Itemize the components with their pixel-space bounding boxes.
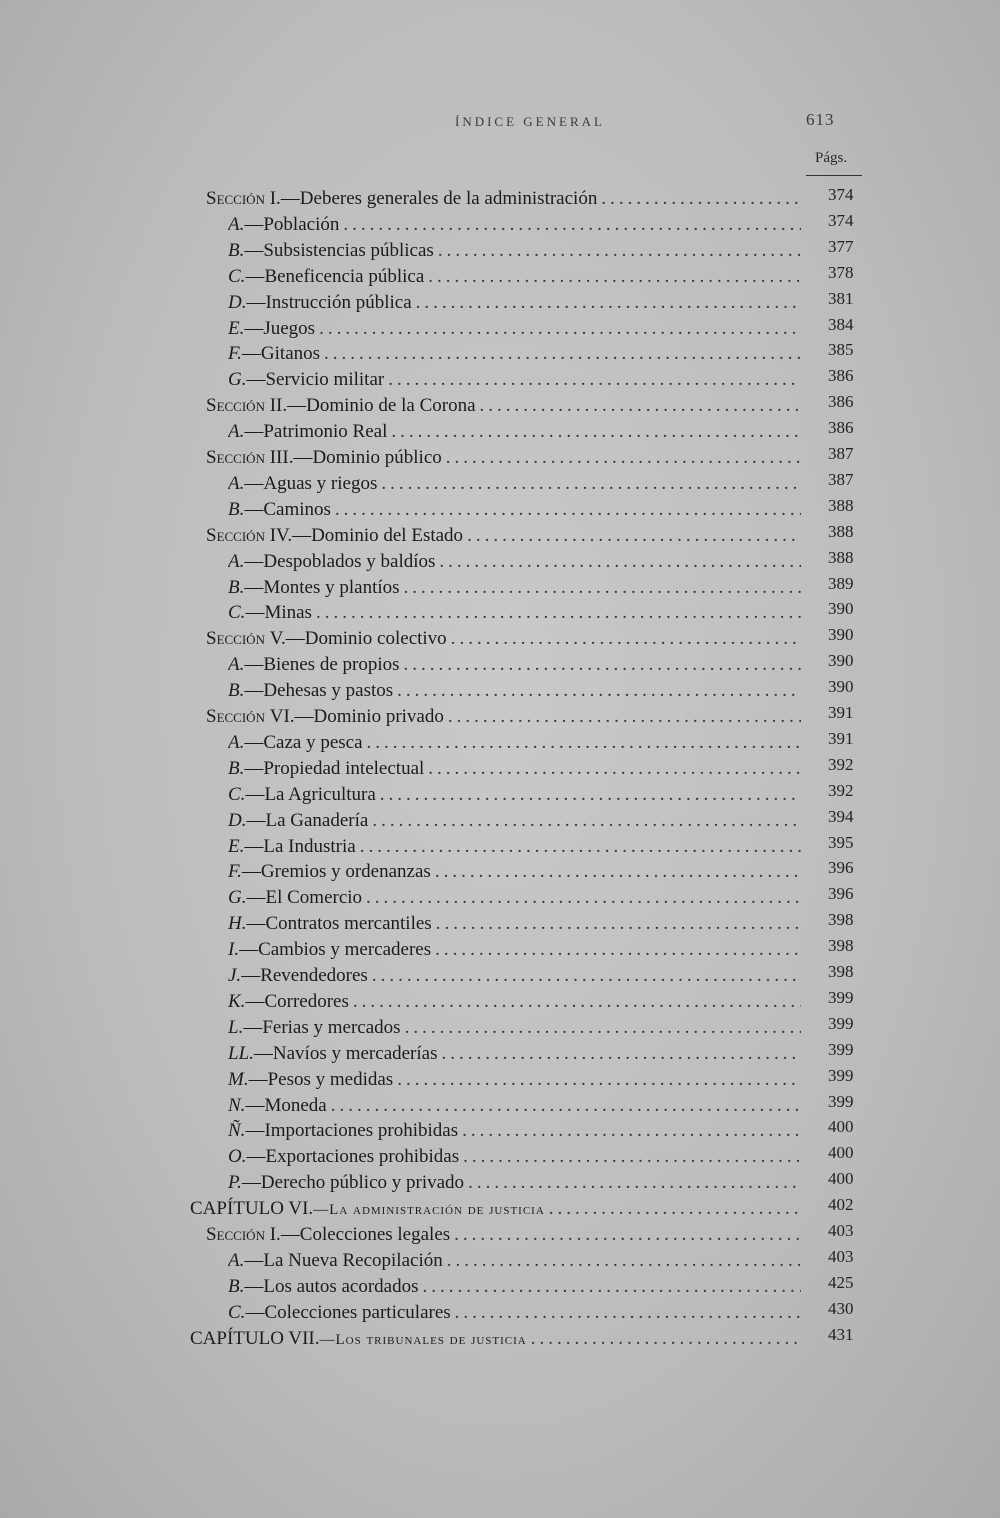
toc-entry <box>228 317 805 343</box>
toc-entry <box>228 239 805 265</box>
toc-entry-title: —Corredores <box>245 990 349 1012</box>
toc-entry-prefix: Sección <box>206 188 270 209</box>
toc-entry-title: —El Comercio <box>246 887 363 909</box>
toc-entry <box>206 394 805 420</box>
toc-entry-prefix: H. <box>228 913 247 935</box>
toc-entry-page: 390 <box>828 625 854 645</box>
toc-entry-label <box>228 679 393 703</box>
dot-leader <box>319 317 801 341</box>
toc-entry-label <box>228 1119 458 1143</box>
toc-entry-title: —Caminos <box>244 498 331 520</box>
toc-entry-page: 378 <box>828 262 854 282</box>
toc-entry-prefix: CAPÍTULO VII. <box>190 1327 320 1349</box>
toc-entry <box>228 679 805 705</box>
dot-leader <box>331 1094 801 1118</box>
toc-entry-title: —Moneda <box>245 1094 327 1116</box>
dot-leader <box>372 964 801 988</box>
toc-entry-title: II.—Dominio de la Corona <box>269 395 476 417</box>
toc-entry-label <box>228 757 424 781</box>
toc-entry-page: 430 <box>828 1298 854 1318</box>
toc-entry-label <box>228 964 368 988</box>
toc-entry-title: —La Agricultura <box>245 783 376 805</box>
toc-entry-prefix: C. <box>228 1301 246 1323</box>
toc-entry-page: 399 <box>828 1039 854 1059</box>
toc-entry-label <box>206 394 476 418</box>
toc-entry <box>228 213 805 239</box>
toc-entry-prefix: Sección <box>206 524 270 546</box>
toc-entry-page: 384 <box>828 314 854 334</box>
toc-entry-page: 389 <box>828 573 854 593</box>
toc-entry <box>228 291 805 317</box>
dot-leader <box>436 912 801 936</box>
toc-entry-label <box>206 446 442 470</box>
dot-leader <box>428 265 801 289</box>
toc-entry-page: 390 <box>828 651 854 671</box>
toc-entry-label <box>228 1094 327 1118</box>
toc-entry <box>228 1042 805 1068</box>
page-number: 613 <box>806 110 835 129</box>
toc-entry-prefix: M. <box>228 1068 249 1090</box>
running-title: ÍNDICE GENERAL <box>455 114 605 129</box>
toc-entry <box>228 498 805 524</box>
toc-entry-title: I.—Deberes generales de la administración <box>269 188 598 209</box>
toc-entry-title: —Despoblados y baldíos <box>244 550 436 572</box>
dot-leader <box>463 1145 801 1169</box>
toc-entry-label <box>228 1249 443 1273</box>
toc-entry-prefix: Sección <box>206 395 270 417</box>
toc-entry-label <box>228 342 320 366</box>
toc-entry-label <box>228 1301 451 1325</box>
toc-entry-label <box>228 472 377 496</box>
toc-entry-label <box>228 835 356 859</box>
toc-entry-prefix: A. <box>228 472 245 494</box>
toc-entry <box>206 524 805 550</box>
dot-leader <box>423 1275 802 1299</box>
toc-entry-page: 399 <box>828 1091 854 1111</box>
toc-entry-prefix: C. <box>228 783 246 805</box>
dot-leader <box>397 1068 801 1092</box>
toc-entry <box>228 576 805 602</box>
toc-entry-title: —Propiedad intelectual <box>244 757 425 779</box>
toc-entry-prefix: D. <box>228 809 247 831</box>
toc-entry-label <box>228 1042 438 1066</box>
toc-entry-prefix: F. <box>228 343 242 365</box>
toc-entry-page: 390 <box>828 677 854 697</box>
toc-entry-page: 400 <box>828 1143 854 1163</box>
toc-entry-label <box>206 1223 450 1247</box>
toc-entry <box>228 835 805 861</box>
toc-entry <box>228 472 805 498</box>
toc-entry-title: —Navíos y mercaderías <box>253 1042 438 1064</box>
toc-entry-title: —Contratos mercantiles <box>246 913 432 935</box>
toc-entry-prefix: Sección <box>206 447 270 468</box>
toc-entry <box>228 1275 805 1301</box>
toc-entry-title: —Servicio militar <box>246 369 385 391</box>
toc-entry-page: 374 <box>828 185 854 204</box>
toc-entry <box>228 653 805 679</box>
toc-entry-label <box>228 1068 393 1092</box>
toc-entry-prefix: B. <box>228 680 245 702</box>
toc-entry-title: —La administración de justicia <box>313 1202 545 1219</box>
dot-leader <box>380 783 801 807</box>
dot-leader <box>343 213 801 237</box>
toc-entry-label <box>190 1327 527 1352</box>
toc-entry <box>228 809 805 835</box>
toc-entry-page: 431 <box>828 1324 854 1344</box>
dot-leader <box>397 679 801 703</box>
toc-entry <box>228 342 805 368</box>
toc-entry-label <box>228 938 431 962</box>
toc-entry-label <box>228 213 339 237</box>
dot-leader <box>531 1327 801 1351</box>
dot-leader <box>335 498 801 522</box>
dot-leader <box>601 187 801 211</box>
toc-entry-page: 400 <box>828 1169 854 1189</box>
toc-entry <box>228 265 805 291</box>
toc-entry-label <box>228 239 434 263</box>
toc-entry-prefix: CAPÍTULO VI. <box>190 1198 314 1220</box>
toc-entry <box>228 757 805 783</box>
toc-entry <box>228 368 805 394</box>
toc-entry-title: —La Ganadería <box>246 809 369 831</box>
toc-entry-label <box>228 1171 464 1195</box>
toc-entry <box>228 1301 805 1327</box>
dot-leader <box>416 291 801 315</box>
toc-entry-title: VI.—Dominio privado <box>269 706 444 727</box>
toc-entry-title: V.—Dominio colectivo <box>269 628 447 650</box>
toc-entry <box>206 1223 805 1249</box>
dot-leader <box>549 1197 801 1221</box>
toc-entry-prefix: A. <box>228 421 245 443</box>
toc-entry-prefix: A. <box>228 213 245 235</box>
toc-entry-prefix: C. <box>228 602 246 624</box>
toc-entry-title: —Beneficencia pública <box>245 265 425 287</box>
toc-entry-page: 386 <box>828 392 854 412</box>
toc-entry-page: 386 <box>828 418 854 438</box>
toc-entry-title: —Cambios y mercaderes <box>239 939 432 961</box>
toc-entry <box>228 1171 805 1197</box>
toc-entry-prefix: E. <box>228 317 245 339</box>
dot-leader <box>353 990 801 1014</box>
toc-entry-page: 392 <box>828 780 854 800</box>
toc-entry <box>228 783 805 809</box>
toc-entry-label <box>228 601 312 625</box>
toc-entry-prefix: I. <box>228 939 240 961</box>
dot-leader <box>404 576 801 600</box>
dot-leader <box>467 524 801 548</box>
toc-entry-prefix: F. <box>228 861 242 883</box>
toc-entry-prefix: G. <box>228 369 247 391</box>
toc-entry-page: 398 <box>828 910 854 930</box>
dot-leader <box>468 1171 801 1195</box>
toc-entry <box>228 938 805 964</box>
toc-entry-page: 391 <box>828 728 854 748</box>
dot-leader <box>435 860 801 884</box>
toc-entry <box>228 550 805 576</box>
toc-entry-title: I.—Colecciones legales <box>269 1224 451 1245</box>
toc-entry-title: —Derecho público y privado <box>241 1172 465 1194</box>
toc-entry-title: —Revendedores <box>241 965 368 986</box>
toc-entry-label <box>228 368 384 392</box>
toc-entry-prefix: L. <box>228 1016 244 1038</box>
toc-entry-page: 392 <box>828 754 854 774</box>
dot-leader <box>480 394 801 418</box>
toc-entry-title: —Los autos acordados <box>244 1275 419 1297</box>
toc-entry <box>228 1119 805 1145</box>
toc-entry-label <box>228 783 376 807</box>
toc-entry-label <box>228 1275 419 1299</box>
toc-entry <box>190 1197 805 1223</box>
toc-entry-prefix: J. <box>228 965 242 986</box>
dot-leader <box>451 627 801 651</box>
toc-entry <box>206 627 805 653</box>
dot-leader <box>435 938 801 962</box>
toc-entry-title: —Pesos y medidas <box>248 1068 394 1090</box>
toc-entry-title: —Caza y pesca <box>244 731 363 753</box>
dot-leader <box>388 368 801 392</box>
toc-entry-title: —Los tribunales de justicia <box>319 1331 527 1348</box>
toc-entry-prefix: C. <box>228 265 246 287</box>
toc-entry <box>228 964 805 990</box>
toc-entry-label <box>206 524 463 548</box>
dot-leader <box>447 1249 801 1273</box>
dot-leader <box>360 835 801 859</box>
toc-entry-prefix: D. <box>228 291 247 313</box>
toc-entry <box>206 705 805 731</box>
toc-entry-prefix: Sección <box>206 1224 270 1245</box>
toc-entry-page: 387 <box>828 469 854 489</box>
dot-leader <box>448 705 801 729</box>
toc-entry-prefix: A. <box>228 1249 245 1271</box>
toc-entry-page: 398 <box>828 936 854 956</box>
toc-entry-title: —Patrimonio Real <box>244 421 388 443</box>
toc-entry-page: 403 <box>828 1221 854 1240</box>
toc-entry-page: 399 <box>828 987 854 1007</box>
toc-entry-page: 425 <box>828 1272 854 1292</box>
toc-entry-label <box>228 1016 401 1040</box>
toc-entry-title: III.—Dominio público <box>269 447 442 468</box>
toc-entry-page: 390 <box>828 599 854 619</box>
toc-entry-prefix: B. <box>228 757 245 779</box>
toc-entry-page: 396 <box>828 858 854 878</box>
toc-entry-label <box>228 860 431 884</box>
dot-leader <box>366 886 801 910</box>
toc-entry-prefix: A. <box>228 550 245 572</box>
toc-entry-label <box>228 265 424 289</box>
dot-leader <box>381 472 801 496</box>
pags-column-label: Págs. <box>815 150 848 166</box>
toc-entry-label <box>206 627 447 651</box>
toc-entry-label <box>228 809 368 833</box>
toc-entry-title: —La Industria <box>244 835 356 857</box>
toc-entry-page: 381 <box>828 288 854 308</box>
toc-entry-title: IV.—Dominio del Estado <box>269 524 464 546</box>
toc-entry-label <box>228 291 412 315</box>
toc-entry <box>228 1094 805 1120</box>
toc-entry-prefix: B. <box>228 576 245 598</box>
toc-entry-prefix: N. <box>228 1094 246 1116</box>
toc-entry-page: 395 <box>828 832 854 852</box>
toc-entry <box>228 1016 805 1042</box>
toc-entry-prefix: P. <box>228 1172 242 1194</box>
toc-entry-prefix: K. <box>228 990 246 1012</box>
toc-entry-page: 388 <box>828 521 854 541</box>
toc-entry-label <box>206 705 444 729</box>
toc-entry-prefix: Sección <box>206 706 270 727</box>
dot-leader <box>438 239 801 263</box>
toc-entry-page: 391 <box>828 703 854 722</box>
toc-entry-title: —Bienes de propios <box>244 654 400 676</box>
toc-entry-prefix: B. <box>228 498 245 520</box>
toc-entry-prefix: E. <box>228 835 245 857</box>
toc-entry <box>228 731 805 757</box>
toc-entry <box>206 187 805 213</box>
toc-entry-prefix: A. <box>228 731 245 753</box>
toc-entry <box>228 860 805 886</box>
toc-entry-page: 394 <box>828 806 854 826</box>
dot-leader <box>446 446 801 470</box>
toc-entry-page: 388 <box>828 547 854 567</box>
dot-leader <box>316 601 801 625</box>
toc-entry-prefix: Sección <box>206 628 270 650</box>
toc-entry <box>228 912 805 938</box>
toc-entry-title: —La Nueva Recopilación <box>244 1249 443 1271</box>
toc-entry-title: —Colecciones particulares <box>245 1301 451 1323</box>
dot-leader <box>404 653 801 677</box>
toc-entry <box>206 446 805 472</box>
toc-entry-page: 400 <box>828 1117 854 1137</box>
toc-entry-prefix: O. <box>228 1146 247 1168</box>
dot-leader <box>372 809 801 833</box>
toc-entry-page: 402 <box>828 1195 854 1215</box>
toc-entry-page: 398 <box>828 962 854 981</box>
toc-entry-label <box>228 317 315 341</box>
toc-entry-page: 396 <box>828 884 854 904</box>
toc-entry-title: —Exportaciones prohibidas <box>246 1146 460 1168</box>
toc-entry-prefix: B. <box>228 239 245 261</box>
dot-leader <box>391 420 801 444</box>
toc-entry-label <box>228 576 400 600</box>
toc-entry-label <box>228 653 400 677</box>
toc-entry-title: —Instrucción pública <box>246 291 412 313</box>
toc-entry-label <box>228 420 387 444</box>
toc-entry-title: —Aguas y riegos <box>244 472 378 494</box>
toc-entry-page: 403 <box>828 1246 854 1266</box>
toc-entry-label <box>228 990 349 1014</box>
toc-entry <box>228 886 805 912</box>
toc-entry-title: —Dehesas y pastos <box>244 680 394 702</box>
dot-leader <box>462 1119 801 1143</box>
dot-leader <box>454 1223 801 1247</box>
toc-entry-page: 385 <box>828 340 854 360</box>
toc-entry-title: —Gremios y ordenanzas <box>241 861 431 883</box>
toc-entry-label <box>228 886 362 910</box>
toc-entry-label <box>228 912 432 936</box>
toc-entry-page: 374 <box>828 210 854 230</box>
toc-entry-title: —Juegos <box>244 317 316 339</box>
toc-entry-label <box>228 550 435 574</box>
toc-entry-label <box>190 1197 545 1222</box>
toc-entry-title: —Importaciones prohibidas <box>245 1120 459 1142</box>
toc-entry-label <box>206 187 597 211</box>
toc-entry-title: —Subsistencias públicas <box>244 239 434 261</box>
toc-entry <box>228 1249 805 1275</box>
toc-entry-title: —Gitanos <box>241 343 321 365</box>
dot-leader <box>442 1042 802 1066</box>
toc-entry <box>228 601 805 627</box>
toc-entry-page: 377 <box>828 236 854 256</box>
toc-entry-page: 399 <box>828 1065 854 1085</box>
dot-leader <box>428 757 801 781</box>
toc-entry-title: —Población <box>244 213 340 235</box>
dot-leader <box>439 550 801 574</box>
toc-entry-prefix: LL. <box>228 1042 254 1064</box>
dot-leader <box>324 342 801 366</box>
toc-entry-prefix: A. <box>228 654 245 676</box>
toc-entry-page: 388 <box>828 495 854 515</box>
toc-entry-page: 386 <box>828 366 854 386</box>
toc-entry-prefix: B. <box>228 1275 245 1297</box>
toc-entry <box>228 420 805 446</box>
toc-entry <box>190 1327 805 1353</box>
toc-entry <box>228 1068 805 1094</box>
toc-entry-title: —Minas <box>245 602 312 624</box>
toc-entry-page: 387 <box>828 444 854 463</box>
toc-entry-label <box>228 498 331 522</box>
toc-entry-label <box>228 1145 459 1169</box>
toc-entry <box>228 990 805 1016</box>
toc-entry-page: 399 <box>828 1013 854 1033</box>
toc-entry-prefix: Ñ. <box>228 1120 246 1142</box>
dot-leader <box>455 1301 801 1325</box>
toc-entry-label <box>228 731 363 755</box>
toc-entry <box>228 1145 805 1171</box>
toc-entry-title: —Ferias y mercados <box>243 1016 401 1038</box>
toc-entry-prefix: G. <box>228 887 247 909</box>
dot-leader <box>405 1016 801 1040</box>
toc-entry-title: —Montes y plantíos <box>244 576 400 598</box>
dot-leader <box>367 731 801 755</box>
